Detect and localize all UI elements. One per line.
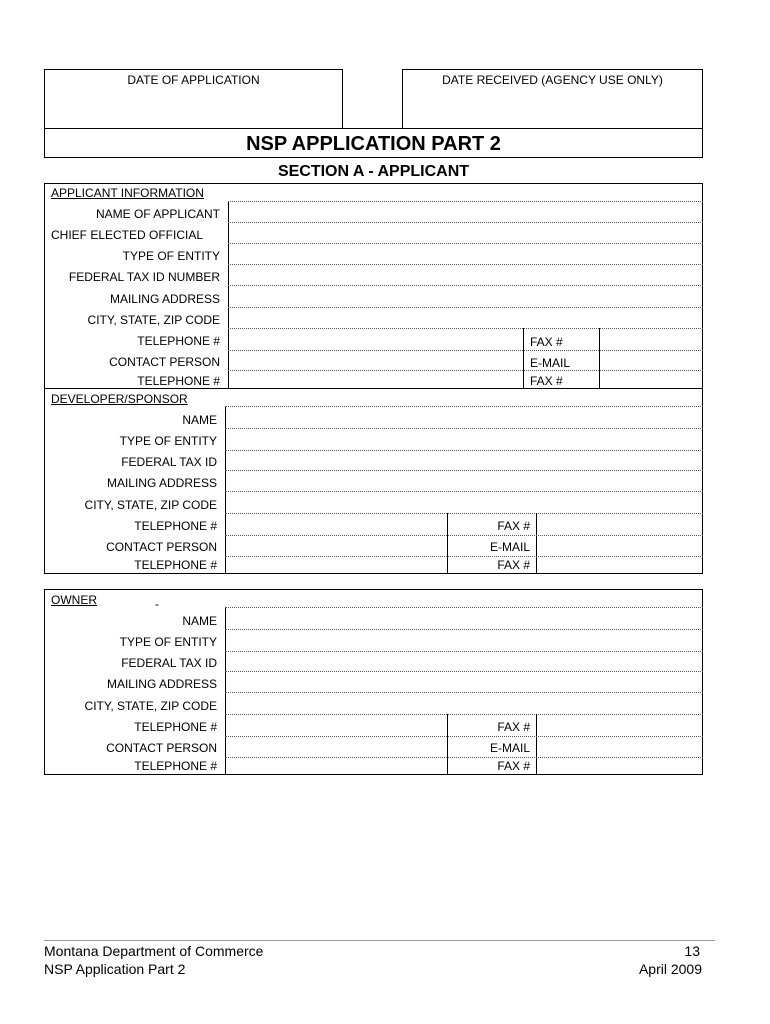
developer-email-input[interactable] bbox=[538, 537, 702, 555]
developer-city-input[interactable] bbox=[227, 493, 702, 512]
owner-fax-input[interactable] bbox=[538, 716, 702, 735]
developer-contact-label: CONTACT PERSON bbox=[106, 540, 217, 554]
developer-telephone-input[interactable] bbox=[227, 515, 445, 534]
owner-contact-input[interactable] bbox=[227, 738, 445, 756]
applicant-mailing-input[interactable] bbox=[230, 287, 702, 305]
owner-contact-label: CONTACT PERSON bbox=[106, 741, 217, 755]
footer-org: Montana Department of Commerce bbox=[44, 943, 264, 959]
section-title: SECTION A - APPLICANT bbox=[277, 163, 470, 180]
applicant-taxid-input[interactable] bbox=[230, 266, 702, 284]
developer-email-label: E-MAIL bbox=[489, 540, 530, 554]
developer-telephone2-label: TELEPHONE # bbox=[134, 558, 217, 572]
footer-doc: NSP Application Part 2 bbox=[44, 961, 186, 977]
developer-heading: DEVELOPER/SPONSOR bbox=[51, 392, 188, 406]
applicant-city-input[interactable] bbox=[230, 309, 702, 327]
footer-date: April 2009 bbox=[638, 961, 702, 977]
applicant-heading: APPLICANT INFORMATION bbox=[51, 186, 204, 200]
applicant-telephone-label: TELEPHONE # bbox=[137, 334, 220, 348]
developer-fax-label: FAX # bbox=[497, 519, 530, 533]
applicant-fax2-input[interactable] bbox=[601, 371, 702, 388]
footer-page-number: 13 bbox=[684, 943, 700, 959]
owner-taxid-label: FEDERAL TAX ID bbox=[121, 656, 217, 670]
developer-divider bbox=[225, 406, 226, 574]
developer-telephone-label: TELEPHONE # bbox=[134, 519, 217, 533]
applicant-chief-label: CHIEF ELECTED OFFICIAL bbox=[51, 228, 204, 242]
date-of-application-label: DATE OF APPLICATION bbox=[127, 73, 260, 87]
developer-fax-input[interactable] bbox=[538, 515, 702, 534]
owner-telephone2-input[interactable] bbox=[227, 758, 445, 774]
page-title: NSP APPLICATION PART 2 bbox=[246, 133, 501, 155]
applicant-telephone2-label: TELEPHONE # bbox=[137, 374, 220, 388]
developer-taxid-input[interactable] bbox=[227, 451, 702, 469]
owner-email-input[interactable] bbox=[538, 738, 702, 756]
owner-email-label: E-MAIL bbox=[489, 741, 530, 755]
applicant-name-input[interactable] bbox=[230, 203, 702, 221]
applicant-name-label: NAME OF APPLICANT bbox=[95, 207, 220, 221]
applicant-contact-label: CONTACT PERSON bbox=[109, 355, 220, 369]
developer-type-input[interactable] bbox=[227, 430, 702, 449]
developer-name-input[interactable] bbox=[227, 408, 702, 427]
owner-fax2-label: FAX # bbox=[497, 759, 530, 773]
owner-taxid-input[interactable] bbox=[227, 652, 702, 670]
owner-telephone-label: TELEPHONE # bbox=[134, 720, 217, 734]
developer-type-label: TYPE OF ENTITY bbox=[119, 434, 217, 448]
developer-fax2-input[interactable] bbox=[538, 557, 702, 573]
owner-mailing-input[interactable] bbox=[227, 673, 702, 691]
applicant-email-label: E-MAIL bbox=[530, 356, 571, 370]
owner-name-input[interactable] bbox=[227, 609, 702, 628]
owner-type-label: TYPE OF ENTITY bbox=[119, 635, 217, 649]
date-received-label: DATE RECEIVED (AGENCY USE ONLY) bbox=[442, 73, 663, 87]
footer-rule bbox=[44, 940, 715, 941]
applicant-fax-input[interactable] bbox=[601, 330, 702, 348]
developer-city-label: CITY, STATE, ZIP CODE bbox=[84, 498, 217, 512]
developer-name-label: NAME bbox=[182, 413, 217, 427]
applicant-chief-input[interactable] bbox=[230, 224, 702, 242]
developer-fax2-label: FAX # bbox=[497, 558, 530, 572]
owner-fax2-input[interactable] bbox=[538, 758, 702, 774]
owner-divider bbox=[225, 607, 226, 775]
owner-telephone2-label: TELEPHONE # bbox=[134, 759, 217, 773]
applicant-type-label: TYPE OF ENTITY bbox=[122, 249, 220, 263]
applicant-fax-label: FAX # bbox=[530, 335, 563, 349]
developer-telephone2-input[interactable] bbox=[227, 557, 445, 573]
developer-contact-input[interactable] bbox=[227, 537, 445, 555]
owner-mailing-label: MAILING ADDRESS bbox=[106, 677, 217, 691]
applicant-telephone2-input[interactable] bbox=[230, 371, 521, 388]
applicant-type-input[interactable] bbox=[230, 245, 702, 263]
date-of-application-field[interactable] bbox=[50, 95, 335, 123]
applicant-divider bbox=[228, 201, 229, 389]
applicant-mailing-label: MAILING ADDRESS bbox=[109, 292, 220, 306]
applicant-contact-input[interactable] bbox=[230, 352, 521, 369]
owner-city-label: CITY, STATE, ZIP CODE bbox=[84, 699, 217, 713]
developer-taxid-label: FEDERAL TAX ID bbox=[121, 455, 217, 469]
owner-telephone-input[interactable] bbox=[227, 716, 445, 735]
applicant-city-label: CITY, STATE, ZIP CODE bbox=[87, 313, 220, 327]
applicant-telephone-input[interactable] bbox=[230, 330, 521, 348]
applicant-fax2-label: FAX # bbox=[530, 374, 563, 388]
developer-mailing-label: MAILING ADDRESS bbox=[106, 476, 217, 490]
owner-type-input[interactable] bbox=[227, 631, 702, 650]
owner-heading: OWNER bbox=[51, 593, 97, 607]
developer-mailing-input[interactable] bbox=[227, 472, 702, 490]
owner-name-label: NAME bbox=[182, 614, 217, 628]
owner-fax-label: FAX # bbox=[497, 720, 530, 734]
owner-dash: - bbox=[155, 597, 159, 611]
applicant-taxid-label: FEDERAL TAX ID NUMBER bbox=[68, 270, 220, 284]
applicant-email-input[interactable] bbox=[601, 352, 702, 369]
date-received-field[interactable] bbox=[408, 95, 696, 123]
owner-city-input[interactable] bbox=[227, 694, 702, 713]
